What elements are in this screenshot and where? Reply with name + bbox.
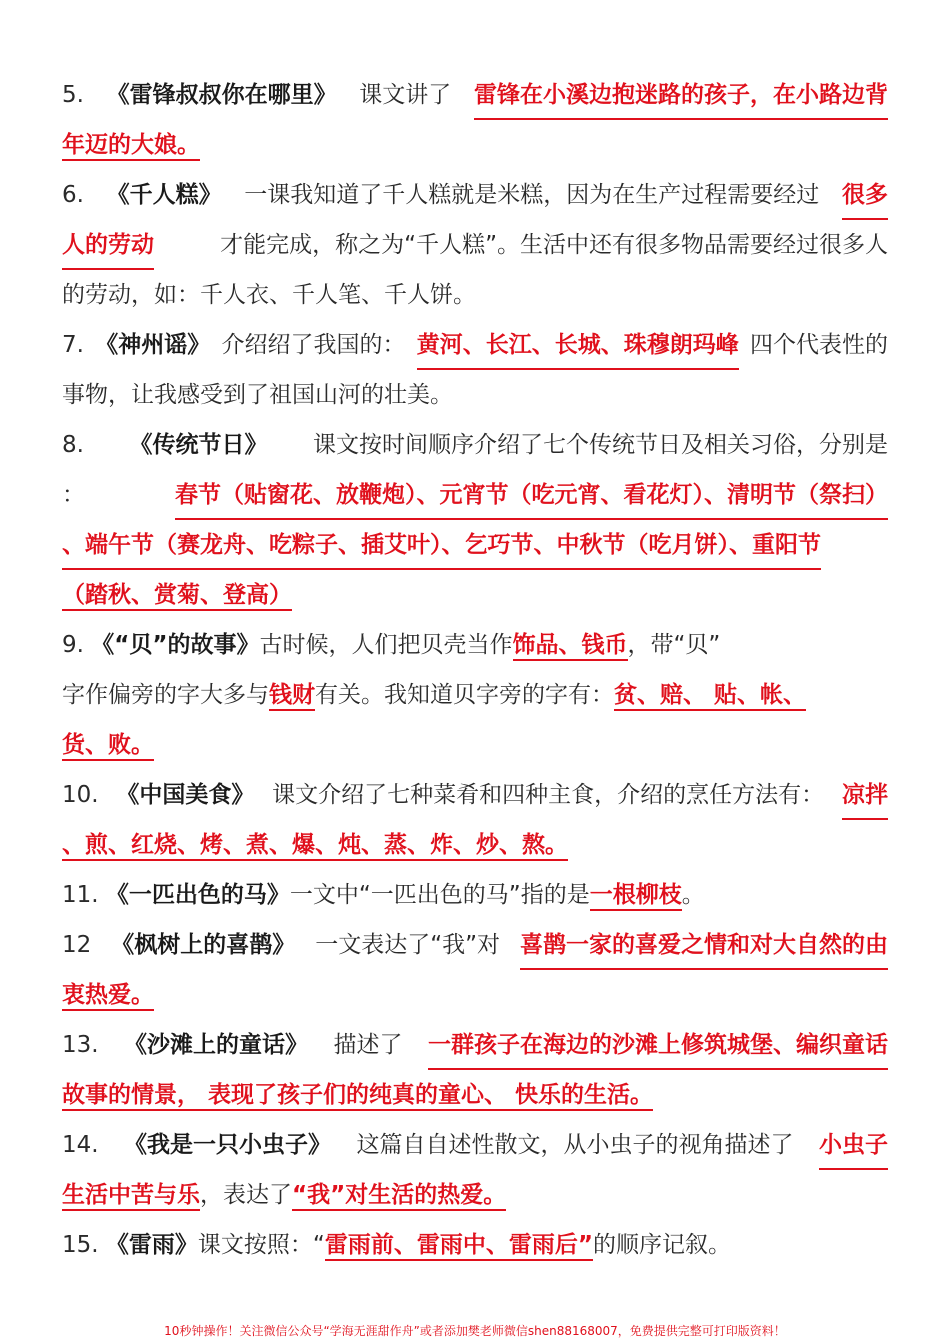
body-text: 描述了 <box>333 1032 403 1058</box>
key-answer: 小虫子 <box>819 1120 888 1170</box>
item-7 <box>62 320 888 420</box>
text-line <box>62 920 888 970</box>
key-answer: 钱财 <box>269 682 315 711</box>
text-line <box>62 220 888 270</box>
text-line <box>62 870 888 920</box>
text-line <box>62 970 888 1020</box>
body-text: 13. <box>62 1032 99 1058</box>
body-text: 课文按时间顺序介绍了七个传统节日及相关习俗，分别是 <box>312 432 888 458</box>
text-line <box>62 670 888 720</box>
body-text: 课文按照：“ <box>197 1232 325 1258</box>
body-text: 字作偏旁的字大多与 <box>62 682 269 708</box>
text-line <box>62 470 888 520</box>
text-line <box>62 1170 888 1220</box>
text-line <box>62 120 888 170</box>
key-answer: 雷雨前、雷雨中、雷雨后 <box>325 1232 578 1261</box>
item-14 <box>62 1120 888 1220</box>
body-text: 事物，让我感受到了祖国山河的壮美。 <box>62 382 453 408</box>
body-text: 7. <box>62 332 84 358</box>
body-text: 6. <box>62 182 84 208</box>
body-text: 课文讲了 <box>359 82 452 108</box>
lesson-title: 《雷雨》 <box>105 1232 198 1258</box>
lesson-title: 《我是一只小虫子》 <box>124 1132 332 1158</box>
lesson-title: 《中国美食》 <box>116 782 255 808</box>
text-line <box>62 1120 888 1170</box>
text-line <box>62 620 888 670</box>
body-text: ，表达了 <box>200 1182 292 1208</box>
body-text: ： <box>62 482 85 508</box>
lesson-title: 《“贝”的故事》 <box>91 632 260 658</box>
text-line <box>62 170 888 220</box>
key-answer: 很多 <box>842 170 888 220</box>
footer-notice: 10秒钟操作！关注微信公众号“学海无涯甜作舟”或者添加樊老师微信shen88168007，免费提供完整可打印版资料！ <box>164 1324 786 1338</box>
body-text: 11. <box>62 882 106 908</box>
body-text: 一课我知道了千人糕就是米糕，因为在生产过程需要经过 <box>244 182 820 208</box>
item-6 <box>62 170 888 320</box>
lesson-title: 《枫树上的喜鹊》 <box>111 932 296 958</box>
key-answer: “我”对生活的热爱。 <box>292 1182 506 1211</box>
body-text: 才能完成，称之为“千人糕”。生活中还有很多物品需要经过很多人 <box>220 232 888 258</box>
text-line <box>62 520 888 570</box>
item-5 <box>62 70 888 170</box>
body-text: 的劳动，如：千人衣、千人笔、千人饼。 <box>62 282 476 308</box>
key-answer: 人的劳动 <box>62 220 154 270</box>
key-answer: 凉拌 <box>842 770 888 820</box>
item-15 <box>62 1220 888 1270</box>
lesson-title: 《雷锋叔叔你在哪里》 <box>106 82 337 108</box>
text-line <box>62 1220 888 1270</box>
key-answer: 黄河、长江、长城、珠穆朗玛峰 <box>417 320 739 370</box>
body-text: 的顺序记叙。 <box>592 1232 731 1258</box>
body-text: 9. <box>62 632 92 658</box>
key-answer: 饰品、钱币 <box>513 632 628 661</box>
lesson-title: 《神州谣》 <box>95 332 211 358</box>
key-answer: 年迈的大娘。 <box>62 132 200 161</box>
lesson-title: 《一匹出色的马》 <box>105 882 290 908</box>
lesson-title: 《千人糕》 <box>106 182 222 208</box>
text-line <box>62 720 888 770</box>
item-11 <box>62 870 888 920</box>
item-12 <box>62 920 888 1020</box>
body-text: 课文介绍了七种菜肴和四种主食，介绍的烹任方法有： <box>272 782 825 808</box>
key-answer: 生活中苦与乐 <box>62 1182 200 1211</box>
key-answer: ” <box>578 1232 593 1261</box>
item-9 <box>62 620 888 770</box>
text-line <box>62 370 888 420</box>
body-text: 有关。我知道贝字旁的字有： <box>315 682 614 708</box>
key-answer: 衷热爱。 <box>62 982 154 1011</box>
key-answer: 贫、赔、 贴、帐、 <box>614 682 806 711</box>
item-10 <box>62 770 888 870</box>
body-text: 古时候，人们把贝壳当作 <box>259 632 513 658</box>
body-text: 。 <box>681 882 705 908</box>
body-text: ，带“贝” <box>627 632 721 658</box>
key-answer: 春节（贴窗花、放鞭炮）、元宵节（吃元宵、看花灯）、清明节（祭扫） <box>175 470 888 520</box>
text-line <box>62 420 888 470</box>
document-body <box>62 70 888 1270</box>
key-answer: 雷锋在小溪边抱迷路的孩子，在小路边背 <box>474 70 888 120</box>
body-text: 介绍绍了我国的： <box>221 332 406 358</box>
lesson-title: 《沙滩上的童话》 <box>124 1032 309 1058</box>
body-text: 10. <box>62 782 99 808</box>
body-text: 5. <box>62 82 84 108</box>
key-answer: 货、败。 <box>62 732 154 761</box>
text-line <box>62 770 888 820</box>
body-text: 四个代表性的 <box>749 332 888 358</box>
lesson-title: 《传统节日》 <box>129 432 268 458</box>
body-text: 15. <box>62 1232 106 1258</box>
key-answer: 、端午节（赛龙舟、吃粽子、插艾叶）、乞巧节、中秋节（吃月饼）、重阳节 <box>62 520 821 570</box>
body-text: 12 <box>62 932 92 958</box>
text-line <box>62 70 888 120</box>
text-line <box>62 820 888 870</box>
item-13 <box>62 1020 888 1120</box>
body-text: 一文中“一匹出色的马”指的是 <box>289 882 590 908</box>
item-8 <box>62 420 888 620</box>
text-line <box>62 570 888 620</box>
key-answer: 故事的情景， 表现了孩子们的纯真的童心、 快乐的生活。 <box>62 1082 653 1111</box>
key-answer: 一根柳枝 <box>590 882 682 911</box>
key-answer: 、煎、红烧、烤、煮、爆、炖、蒸、炸、炒、熬。 <box>62 832 568 861</box>
body-text: 一文表达了“我”对 <box>315 932 501 958</box>
key-answer: 一群孩子在海边的沙滩上修筑城堡、编织童话 <box>428 1020 888 1070</box>
body-text: 14. <box>62 1132 99 1158</box>
text-line <box>62 1020 888 1070</box>
text-line <box>62 1070 888 1120</box>
body-text: 8. <box>62 432 84 458</box>
key-answer: （踏秋、赏菊、登高） <box>62 582 292 611</box>
key-answer: 喜鹊一家的喜爱之情和对大自然的由 <box>520 920 888 970</box>
text-line <box>62 270 888 320</box>
body-text: 这篇自自述性散文，从小虫子的视角描述了 <box>356 1132 794 1158</box>
text-line <box>62 320 888 370</box>
